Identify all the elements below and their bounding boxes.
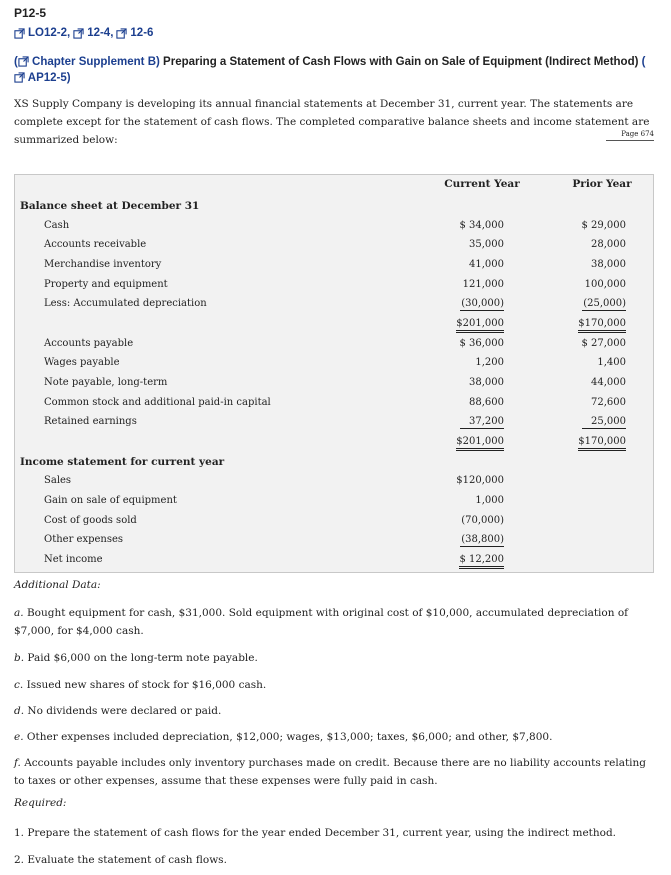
item-text: Paid $6,000 on the long-term note payable.	[27, 652, 258, 664]
item-letter: d.	[14, 705, 25, 717]
current-value: $201,000	[456, 318, 504, 333]
prior-value: 100,000	[584, 279, 626, 290]
table-row	[14, 277, 654, 295]
item-text: Issued new shares of stock for $16,000 cash.	[26, 679, 267, 691]
lo-label: 12-6	[130, 27, 154, 39]
row-label: Common stock and additional paid-in capital	[44, 397, 271, 408]
heading-open: (	[14, 56, 18, 68]
current-value: 1,000	[475, 495, 504, 506]
intro-text: XS Supply Company is developing its annual financial statements at December 31, current year. The statements are complete except for the statement of cash flows. The completed comparative balance sheets and income statement are summarized below:	[14, 98, 650, 146]
lo-link-2[interactable]	[73, 27, 113, 39]
row-label: Property and equipment	[44, 279, 168, 290]
table-row	[14, 473, 654, 491]
item-text: No dividends were declared or paid.	[27, 705, 222, 717]
prior-value: $ 29,000	[581, 220, 626, 231]
lo-link-1[interactable]	[14, 27, 70, 39]
table-row	[14, 296, 654, 314]
table-row	[14, 336, 654, 354]
problem-heading	[14, 54, 654, 86]
additional-item	[14, 649, 656, 667]
item-letter: a.	[14, 607, 24, 619]
required-item: 1. Prepare the statement of cash flows for the year ended December 31, current year, using the indirect method.	[14, 827, 617, 839]
financial-statements-table	[14, 174, 654, 573]
table-row	[14, 375, 654, 393]
row-label: Accounts receivable	[44, 239, 147, 250]
column-header-prior: Prior Year	[572, 178, 632, 190]
external-link-icon	[116, 28, 127, 39]
row-label: Wages payable	[44, 357, 120, 368]
additional-item	[14, 754, 656, 790]
lo-label: LO12-2,	[28, 27, 71, 39]
heading-close-open: (	[641, 56, 646, 68]
heading-title: Preparing a Statement of Cash Flows with Gain on Sale of Equipment (Indirect Method)	[163, 56, 639, 68]
item-text: Accounts payable includes only inventory purchases made on credit. Because there are no liability accounts relating to taxes or other expenses, assume that these expenses were fully paid in cash.	[14, 757, 647, 787]
row-label: Sales	[44, 475, 72, 486]
prior-value: 28,000	[591, 239, 626, 250]
table-row	[14, 414, 654, 432]
column-header-current: Current Year	[444, 178, 520, 190]
lo-label: 12-4,	[87, 27, 114, 39]
table-row	[14, 237, 654, 255]
table-row-total	[14, 552, 654, 570]
item-letter: b.	[14, 652, 25, 664]
prior-value: 72,600	[591, 397, 626, 408]
prior-value: 38,000	[591, 259, 626, 270]
balance-sheet-title: Balance sheet at December 31	[20, 200, 200, 212]
current-value: 88,600	[469, 397, 504, 408]
additional-item	[14, 604, 656, 640]
additional-item	[14, 676, 656, 694]
row-label: Gain on sale of equipment	[44, 495, 177, 506]
current-value: (70,000)	[461, 515, 504, 526]
table-row	[14, 513, 654, 531]
chapter-supplement-link[interactable]: Chapter Supplement B)	[32, 56, 160, 68]
row-label: Cash	[44, 220, 70, 231]
current-value: 1,200	[475, 357, 504, 368]
additional-item	[14, 702, 656, 720]
table-row-total	[14, 316, 654, 334]
current-value: $ 36,000	[459, 338, 504, 349]
prior-value: (25,000)	[583, 298, 626, 309]
required-title: Required:	[14, 797, 67, 809]
section-heading	[14, 454, 654, 472]
row-label: Cost of goods sold	[44, 515, 137, 526]
current-value: $120,000	[456, 475, 504, 486]
item-text: Other expenses included depreciation, $12,000; wages, $13,000; taxes, $6,000; and other, $7,800.	[26, 731, 553, 743]
row-label: Retained earnings	[44, 416, 137, 427]
item-letter: c.	[14, 679, 24, 691]
row-label: Merchandise inventory	[44, 259, 162, 270]
external-link-icon	[73, 28, 84, 39]
current-value: $201,000	[456, 436, 504, 451]
current-value: 38,000	[469, 377, 504, 388]
learning-objectives	[14, 27, 153, 39]
additional-data-title: Additional Data:	[14, 579, 101, 591]
table-row-total	[14, 434, 654, 452]
problem-id: P12-5	[14, 6, 47, 20]
table-row	[14, 218, 654, 236]
current-value: $ 34,000	[459, 220, 504, 231]
external-link-icon	[14, 28, 25, 39]
prior-value: 44,000	[591, 377, 626, 388]
page-reference: Page 674	[606, 130, 654, 141]
row-label: Note payable, long-term	[44, 377, 168, 388]
current-value: 41,000	[469, 259, 504, 270]
current-value: (30,000)	[461, 298, 504, 309]
table-row	[14, 257, 654, 275]
lo-link-3[interactable]	[116, 27, 153, 39]
additional-item	[14, 728, 656, 746]
external-link-icon	[14, 72, 25, 83]
current-value: 35,000	[469, 239, 504, 250]
row-label: Less: Accumulated depreciation	[44, 298, 207, 309]
table-row	[14, 355, 654, 373]
prior-value: $170,000	[578, 318, 626, 333]
alternate-problem-link[interactable]: AP12-5)	[27, 72, 71, 84]
current-value: 37,200	[460, 416, 504, 429]
prior-value: $170,000	[578, 436, 626, 451]
item-letter: f.	[14, 757, 21, 769]
row-label: Accounts payable	[44, 338, 134, 349]
prior-value: 1,400	[597, 357, 626, 368]
current-value: 121,000	[462, 279, 504, 290]
table-row	[14, 395, 654, 413]
income-statement-title: Income statement for current year	[20, 456, 225, 468]
row-label: Net income	[44, 554, 103, 565]
prior-value: 25,000	[582, 416, 626, 429]
current-value: (38,800)	[461, 534, 504, 545]
external-link-icon	[18, 56, 29, 67]
table-row	[14, 532, 654, 550]
prior-value: $ 27,000	[581, 338, 626, 349]
item-letter: e.	[14, 731, 24, 743]
table-row	[14, 493, 654, 511]
required-item: 2. Evaluate the statement of cash flows.	[14, 854, 227, 866]
current-value: $ 12,200	[459, 554, 504, 569]
section-heading	[14, 198, 654, 216]
item-text: Bought equipment for cash, $31,000. Sold equipment with original cost of $10,000, accumulated depreciation of $7,000, for $4,000 cash.	[14, 607, 629, 637]
row-label: Other expenses	[44, 534, 124, 545]
